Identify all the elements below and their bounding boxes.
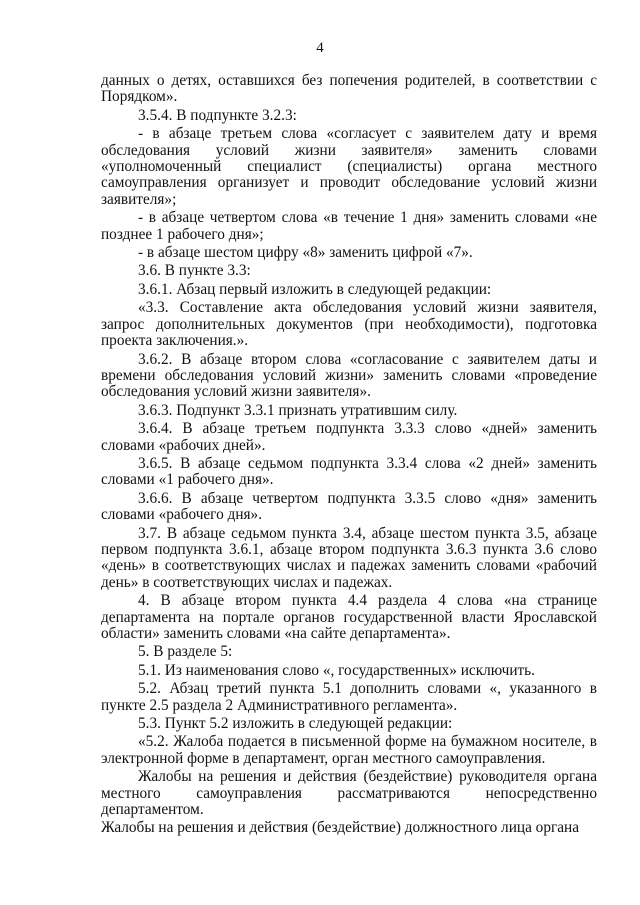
paragraph-3-6-5: 3.6.5. В абзаце седьмом подпункта 3.3.4 слова «2 дней» заменить словами «1 рабочего дня». [101, 454, 597, 489]
paragraph-3-6-6: 3.6.6. В абзаце четвертом подпункта 3.3.5 слово «дня» заменить словами «рабочего дня». [101, 489, 597, 524]
paragraph-complaints-head: Жалобы на решения и действия (бездействие) руководителя органа местного самоуправления рассматриваются непосредственно департаментом. [101, 768, 597, 819]
paragraph-3-5-4: 3.5.4. В подпункте 3.2.3: [138, 106, 297, 124]
paragraph-complaints-official: Жалобы на решения и действия (бездействие) должностного лица органа [101, 819, 580, 837]
paragraph-3-5-4-item-3: - в абзаце шестом цифру «8» заменить цифрой «7». [138, 244, 473, 262]
paragraph-5-3: 5.3. Пункт 5.2 изложить в следующей редакции: [138, 715, 453, 733]
paragraph-5-2: 5.2. Абзац третий пункта 5.1 дополнить словами «, указанного в пункте 2.5 раздела 2 Административного регламента». [101, 680, 597, 714]
paragraph-3-7: 3.7. В абзаце седьмом пункта 3.4, абзаце шестом пункта 3.5, абзаце первом подпункта 3.6.1, абзаце втором подпункта 3.6.3 пункта 3.6 слово «день» в соответствующих числах и падежах заменить словами «рабочий день» в соответствующих числах и падежах. [101, 524, 597, 591]
page-number: 4 [316, 40, 324, 56]
paragraph-3-6-1: 3.6.1. Абзац первый изложить в следующей редакции: [138, 280, 492, 298]
paragraph-3-6: 3.6. В пункте 3.3: [138, 262, 251, 280]
paragraph-5: 5. В разделе 5: [138, 643, 233, 661]
paragraph-3-3-quote: «3.3. Составление акта обследования условий жизни заявителя, запрос дополнительных документов (при необходимости), подготовка проекта заключения.». [101, 299, 597, 350]
paragraph-3-6-2: 3.6.2. В абзаце втором слова «согласование с заявителем даты и времени обследования условий жизни» заменить словами «проведение обследования условий жизни заявителя». [101, 350, 597, 401]
paragraph-3-6-3: 3.6.3. Подпункт 3.3.1 признать утратившим силу. [138, 401, 458, 419]
paragraph-continuation: данных о детях, оставшихся без попечения родителей, в соответствии с Порядком». [101, 72, 597, 106]
paragraph-4: 4. В абзаце втором пункта 4.4 раздела 4 слова «на странице департамента на портале органов государственной власти Ярославской области» заменить словами «на сайте департамента». [101, 592, 597, 642]
paragraph-5-2-quote: «5.2. Жалоба подается в письменной форме на бумажном носителе, в электронной форме в департамент, орган местного самоуправления. [101, 733, 597, 767]
paragraph-5-1: 5.1. Из наименования слово «, государственных» исключить. [138, 661, 535, 679]
paragraph-3-5-4-item-2: - в абзаце четвертом слова «в течение 1 дня» заменить словами «не позднее 1 рабочего дня»; [101, 209, 597, 243]
paragraph-3-6-4: 3.6.4. В абзаце третьем подпункта 3.3.3 слово «дней» заменить словами «рабочих дней». [101, 420, 597, 454]
document-body [101, 73, 597, 839]
paragraph-3-5-4-item-1: - в абзаце третьем слова «согласует с заявителем дату и время обследования условий жизни заявителя» заменить словами «уполномоченный специалист (специалисты) органа местного самоуправления организует и проводит обследование условий жизни заявителя»; [101, 125, 597, 208]
